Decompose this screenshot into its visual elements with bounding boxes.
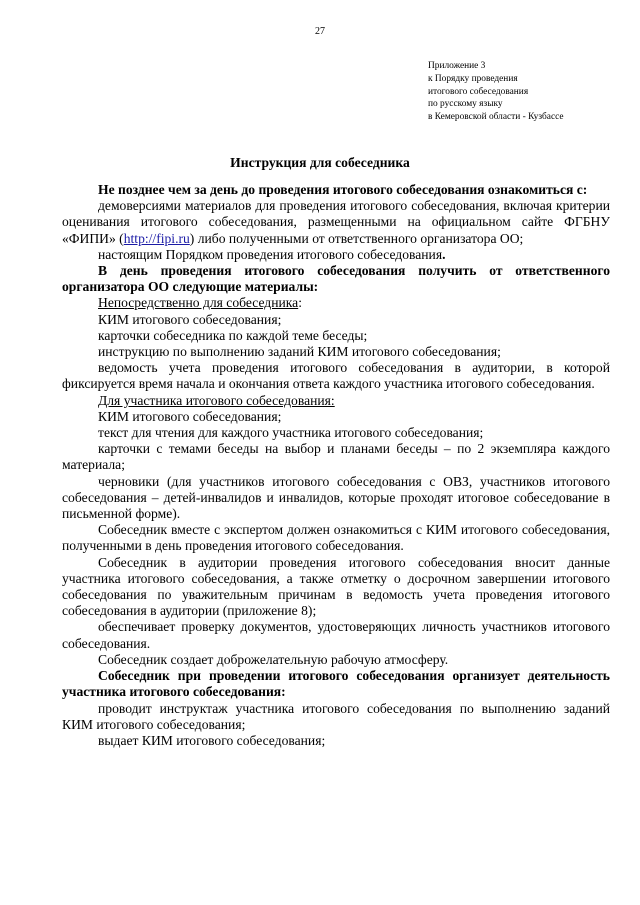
list-item: карточки собеседника по каждой теме беседы; [98, 327, 368, 343]
appendix-line: к Порядку проведения [428, 73, 518, 84]
list-item: текст для чтения для каждого участника итогового собеседования; [98, 425, 484, 441]
list-item: КИМ итогового собеседования; [98, 311, 282, 327]
page-number: 27 [315, 26, 325, 37]
list-item: карточки с темами беседы на выбор и планами беседы – по 2 экземпляра каждого материала; [62, 441, 610, 473]
paragraph-expert: Собеседник вместе с экспертом должен ознакомиться с КИМ итогового собеседования, полученными в день проведения итогового собеседования. [62, 522, 610, 554]
paragraph-procedure [62, 247, 610, 263]
document-title: Инструкция для собеседника [230, 155, 410, 170]
text-fragment: . [442, 246, 446, 262]
paragraph-atmosphere: Собеседник создает доброжелательную рабочую атмосферу. [98, 651, 449, 667]
section-heading-organizes: Собеседник при проведении итогового собеседования организует деятельность участника итогового собеседования: [62, 668, 610, 700]
text-fragment: настоящим Порядком проведения итогового собеседования [98, 246, 443, 262]
text-fragment: ) либо полученными от ответственного организатора ОО; [189, 230, 524, 246]
paragraph-demo-versions [62, 198, 610, 247]
paragraph-documents: обеспечивает проверку документов, удостоверяющих личность участников итогового собеседования. [62, 619, 610, 651]
list-item: выдает КИМ итогового собеседования; [98, 732, 326, 748]
appendix-note [428, 60, 564, 124]
list-item: КИМ итогового собеседования; [98, 408, 282, 424]
section-heading-before-day: Не позднее чем за день до проведения итогового собеседования ознакомиться с: [98, 182, 588, 197]
appendix-line: в Кемеровской области - Кузбассе [428, 112, 564, 123]
text-fragment: Для участника итогового собеседования: [98, 392, 335, 408]
section-heading-on-day: В день проведения итогового собеседования получить от ответственного организатора ОО следующие материалы: [62, 263, 610, 295]
list-item: черновики (для участников итогового собеседования с ОВЗ, участников итогового собеседования – детей-инвалидов и инвалидов, которые проходят итоговое собеседование в письменной форме). [62, 473, 610, 522]
appendix-line: Приложение 3 [428, 61, 486, 71]
subheading-for-participant [62, 393, 610, 409]
text-fragment: демоверсиями материалов для проведения итогового собеседования, включая критерии оценивания итогового собеседования, размещенными на официальном сайте ФГБНУ «ФИПИ» ( [62, 198, 610, 246]
list-item: проводит инструктаж участника итогового собеседования по выполнению заданий КИМ итогового собеседования; [62, 700, 610, 732]
appendix-line: итогового собеседования [428, 86, 529, 97]
text-fragment: Непосредственно для собеседника [98, 295, 299, 311]
list-item: ведомость учета проведения итогового собеседования в аудитории, в которой фиксируется время начала и окончания ответа каждого участника итогового собеседования. [62, 360, 610, 392]
list-item: инструкцию по выполнению заданий КИМ итогового собеседования; [98, 344, 501, 360]
subheading-for-interlocutor [62, 295, 610, 311]
text-fragment: : [298, 295, 302, 311]
paragraph-record: Собеседник в аудитории проведения итогового собеседования вносит данные участника итогового собеседования, а также отметку о досрочном завершении итогового собеседования по уважительным причинам в ведомость учета проведения итогового собеседования в аудитории (приложение 8); [62, 554, 610, 619]
document-body [62, 182, 610, 749]
appendix-line: по русскому языку [428, 99, 503, 110]
fipi-link[interactable]: http://fipi.ru [123, 230, 190, 246]
